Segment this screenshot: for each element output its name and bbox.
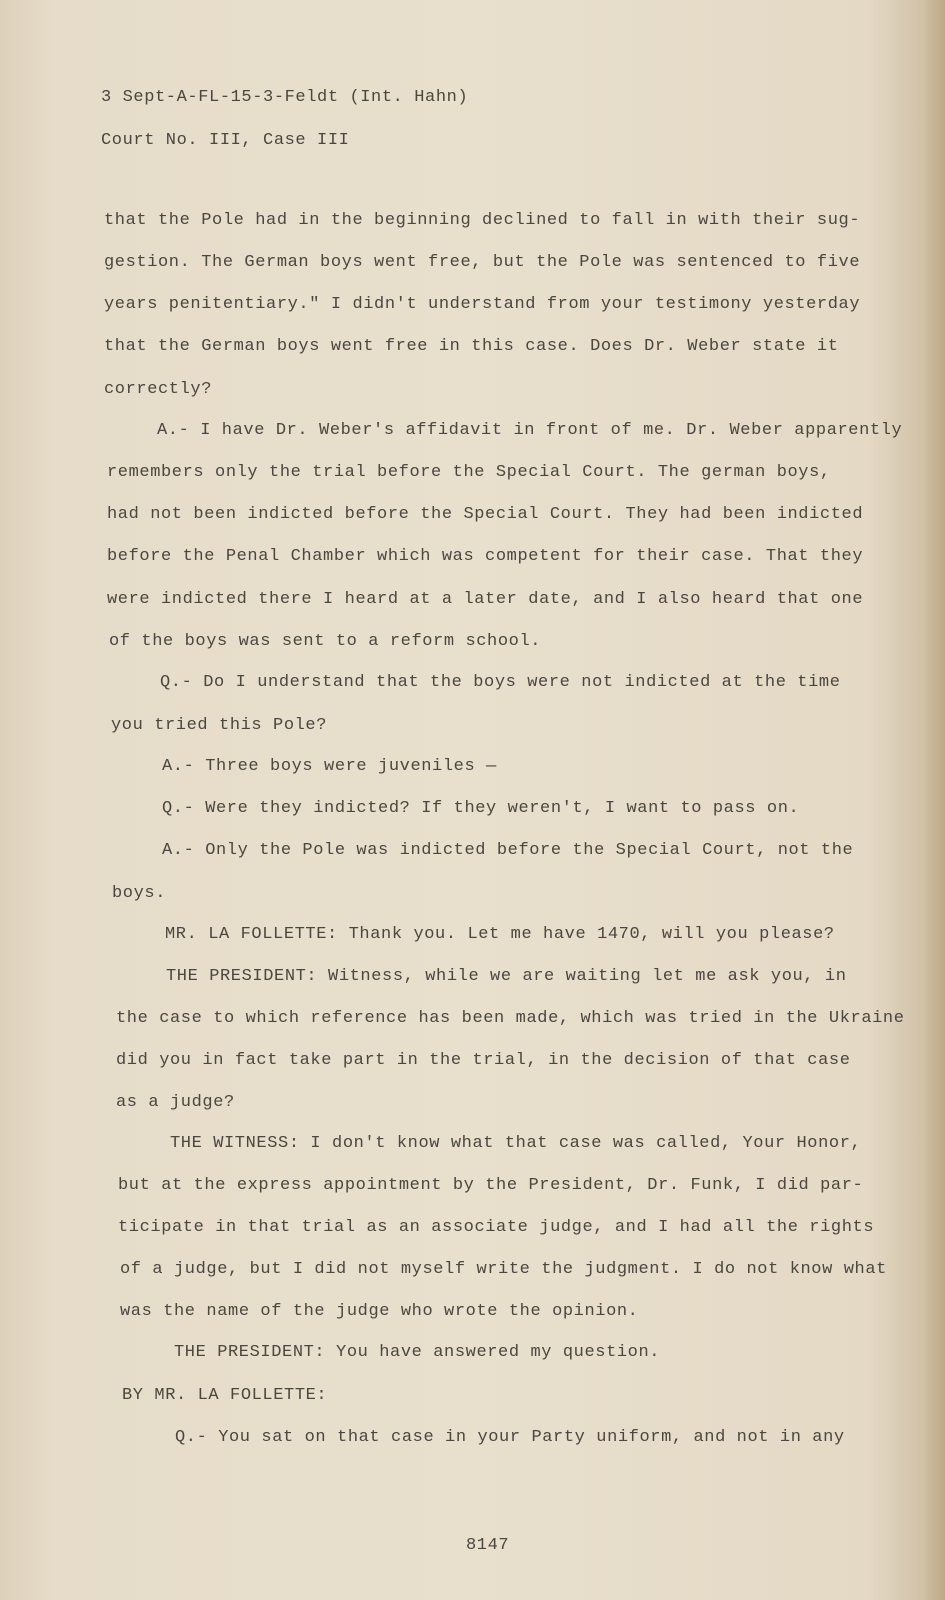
body-line: remembers only the trial before the Special Court. The german boys, (107, 463, 831, 482)
body-line: A.- I have Dr. Weber's affidavit in front of me. Dr. Weber apparently (157, 421, 903, 440)
body-line: had not been indicted before the Special Court. They had been indicted (107, 505, 864, 524)
body-line: of a judge, but I did not myself write the judgment. I do not know what (120, 1260, 887, 1279)
page-number: 8147 (466, 1536, 510, 1555)
body-line: you tried this Pole? (111, 716, 328, 735)
body-line: before the Penal Chamber which was competent for their case. That they (107, 547, 864, 566)
body-line: as a judge? (116, 1093, 235, 1112)
body-line: Q.- Were they indicted? If they weren't, I want to pass on. (162, 799, 800, 818)
body-line: boys. (112, 884, 167, 903)
body-line: ticipate in that trial as an associate judge, and I had all the rights (118, 1218, 875, 1237)
body-line: of the boys was sent to a reform school. (109, 632, 542, 651)
body-line: MR. LA FOLLETTE: Thank you. Let me have 1470, will you please? (165, 925, 835, 944)
header-line-1: 3 Sept-A-FL-15-3-Feldt (Int. Hahn) (101, 88, 469, 107)
body-line: Q.- You sat on that case in your Party uniform, and not in any (175, 1428, 845, 1447)
body-line: THE PRESIDENT: Witness, while we are waiting let me ask you, in (166, 967, 847, 986)
body-line: A.- Only the Pole was indicted before the Special Court, not the (162, 841, 854, 860)
body-line: was the name of the judge who wrote the opinion. (120, 1302, 639, 1321)
body-line: years penitentiary." I didn't understand from your testimony yesterday (104, 295, 861, 314)
body-line: did you in fact take part in the trial, in the decision of that case (116, 1051, 851, 1070)
body-line: correctly? (104, 380, 213, 399)
body-line: were indicted there I heard at a later date, and I also heard that one (107, 590, 864, 609)
body-line: that the German boys went free in this case. Does Dr. Weber state it (104, 337, 839, 356)
body-line: THE WITNESS: I don't know what that case was called, Your Honor, (170, 1134, 862, 1153)
body-line: that the Pole had in the beginning declined to fall in with their sug- (104, 211, 861, 230)
body-line: gestion. The German boys went free, but the Pole was sentenced to five (104, 253, 861, 272)
body-line: A.- Three boys were juveniles — (162, 757, 497, 776)
body-line: but at the express appointment by the President, Dr. Funk, I did par- (118, 1176, 864, 1195)
page-edge-shadow (923, 0, 945, 1600)
body-line: BY MR. LA FOLLETTE: (122, 1386, 328, 1405)
body-line: the case to which reference has been made, which was tried in the Ukraine (116, 1009, 905, 1028)
header-line-2: Court No. III, Case III (101, 131, 350, 150)
body-line: Q.- Do I understand that the boys were not indicted at the time (160, 673, 841, 692)
body-line: THE PRESIDENT: You have answered my question. (174, 1343, 661, 1362)
